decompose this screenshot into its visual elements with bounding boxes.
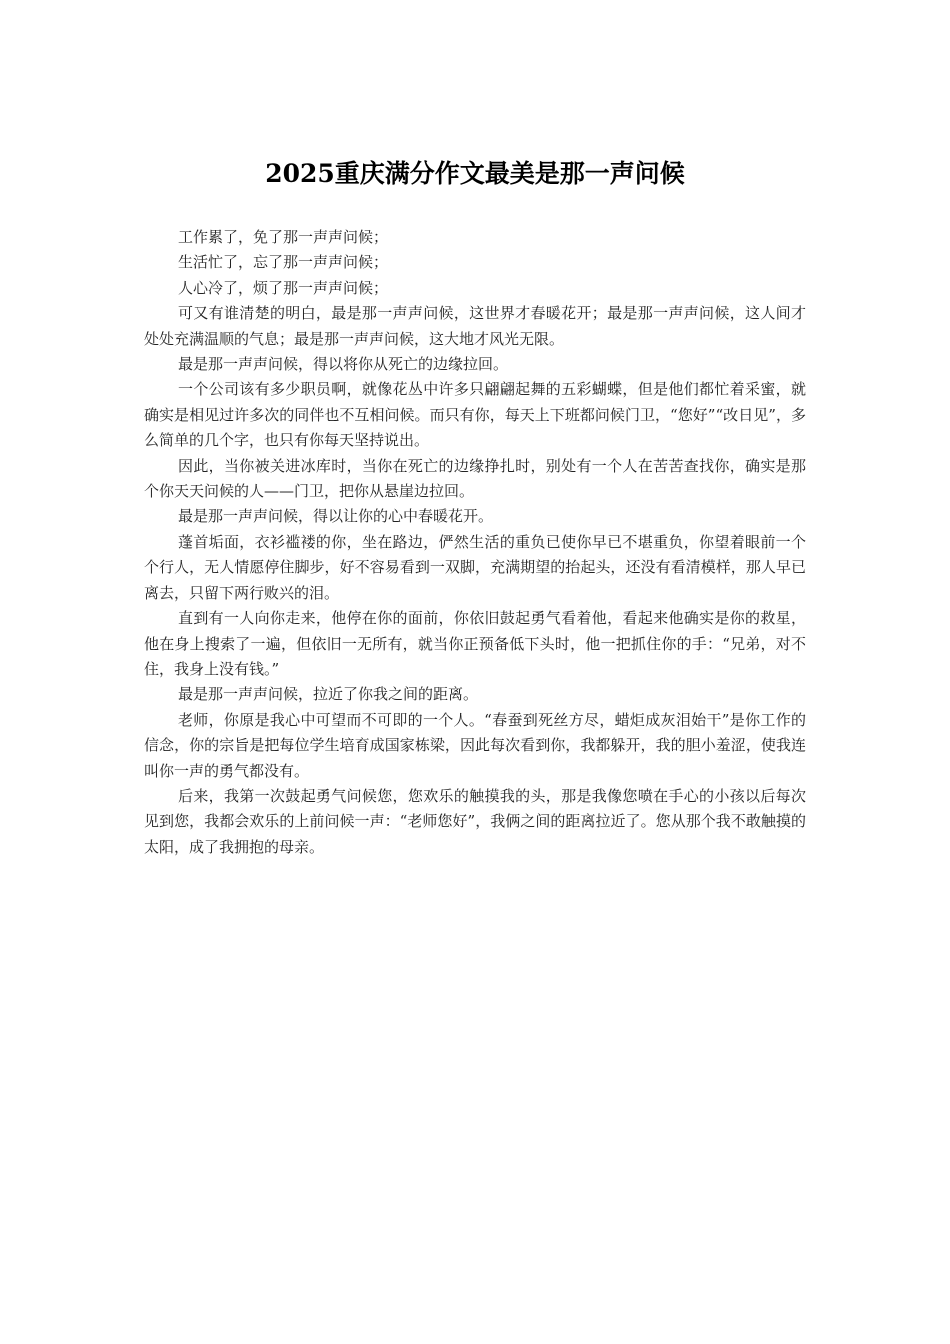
paragraph: 直到有一人向你走来，他停在你的面前，你依旧鼓起勇气看着他，看起来他确实是你的救星，他在身上搜索了一遍，但依旧一无所有，就当你正预备低下头时，他一把抓住你的手：“兄弟，对不住，我身上没有钱。” (144, 609, 806, 678)
paragraph: 人心冷了，烦了那一声声问候； (178, 278, 389, 297)
paragraph: 因此，当你被关进冰库时，当你在死亡的边缘挣扎时，别处有一个人在苦苦查找你，确实是那个你天天问候的人——门卫，把你从悬崖边拉回。 (144, 456, 806, 501)
paragraph: 老师，你原是我心中可望而不可即的一个人。“春蚕到死丝方尽，蜡炬成灰泪始干”是你工作的信念，你的宗旨是把每位学生培育成国家栋梁，因此每次看到你，我都躲开，我的胆小羞涩，使我连叫你一声的勇气都没有。 (144, 710, 806, 780)
paragraph: 最是那一声声问候，得以将你从死亡的边缘拉回。 (178, 355, 509, 374)
paragraph: 最是那一声声问候，得以让你的心中春暖花开。 (178, 507, 494, 526)
paragraph: 蓬首垢面，衣衫褴褛的你，坐在路边，俨然生活的重负已使你早已不堪重负，你望着眼前一个个行人，无人情愿停住脚步，好不容易看到一双脚，充满期望的抬起头，还没有看清模样，那人早已离去，只留下两行败兴的泪。 (144, 532, 806, 602)
paragraph: 一个公司该有多少职员啊，就像花丛中许多只翩翩起舞的五彩蝴蝶，但是他们都忙着采蜜，就确实是相见过许多次的同伴也不互相问候。而只有你，每天上下班都问候门卫，“您好”“改日见”，多么简单的几个字，也只有你每天坚持说出。 (144, 380, 806, 450)
paragraph: 生活忙了，忘了那一声声问候； (178, 253, 389, 272)
paragraph: 可又有谁清楚的明白，最是那一声声问候，这世界才春暖花开；最是那一声声问候，这人间才处处充满温顺的气息；最是那一声声问候，这大地才风光无限。 (144, 304, 806, 348)
paragraph: 最是那一声声问候，拉近了你我之间的距离。 (178, 685, 479, 704)
paragraph: 工作累了，免了那一声声问候； (178, 228, 389, 246)
document-body (144, 225, 806, 860)
paragraph: 后来，我第一次鼓起勇气问候您，您欢乐的触摸我的头，那是我像您喷在手心的小孩以后每次见到您，我都会欢乐的上前问候一声：“老师您好”，我俩之间的距离拉近了。您从那个我不敢触摸的太阳，成了我拥抱的母亲。 (144, 786, 806, 856)
document-title: 2025重庆满分作文最美是那一声问候 (265, 159, 685, 188)
